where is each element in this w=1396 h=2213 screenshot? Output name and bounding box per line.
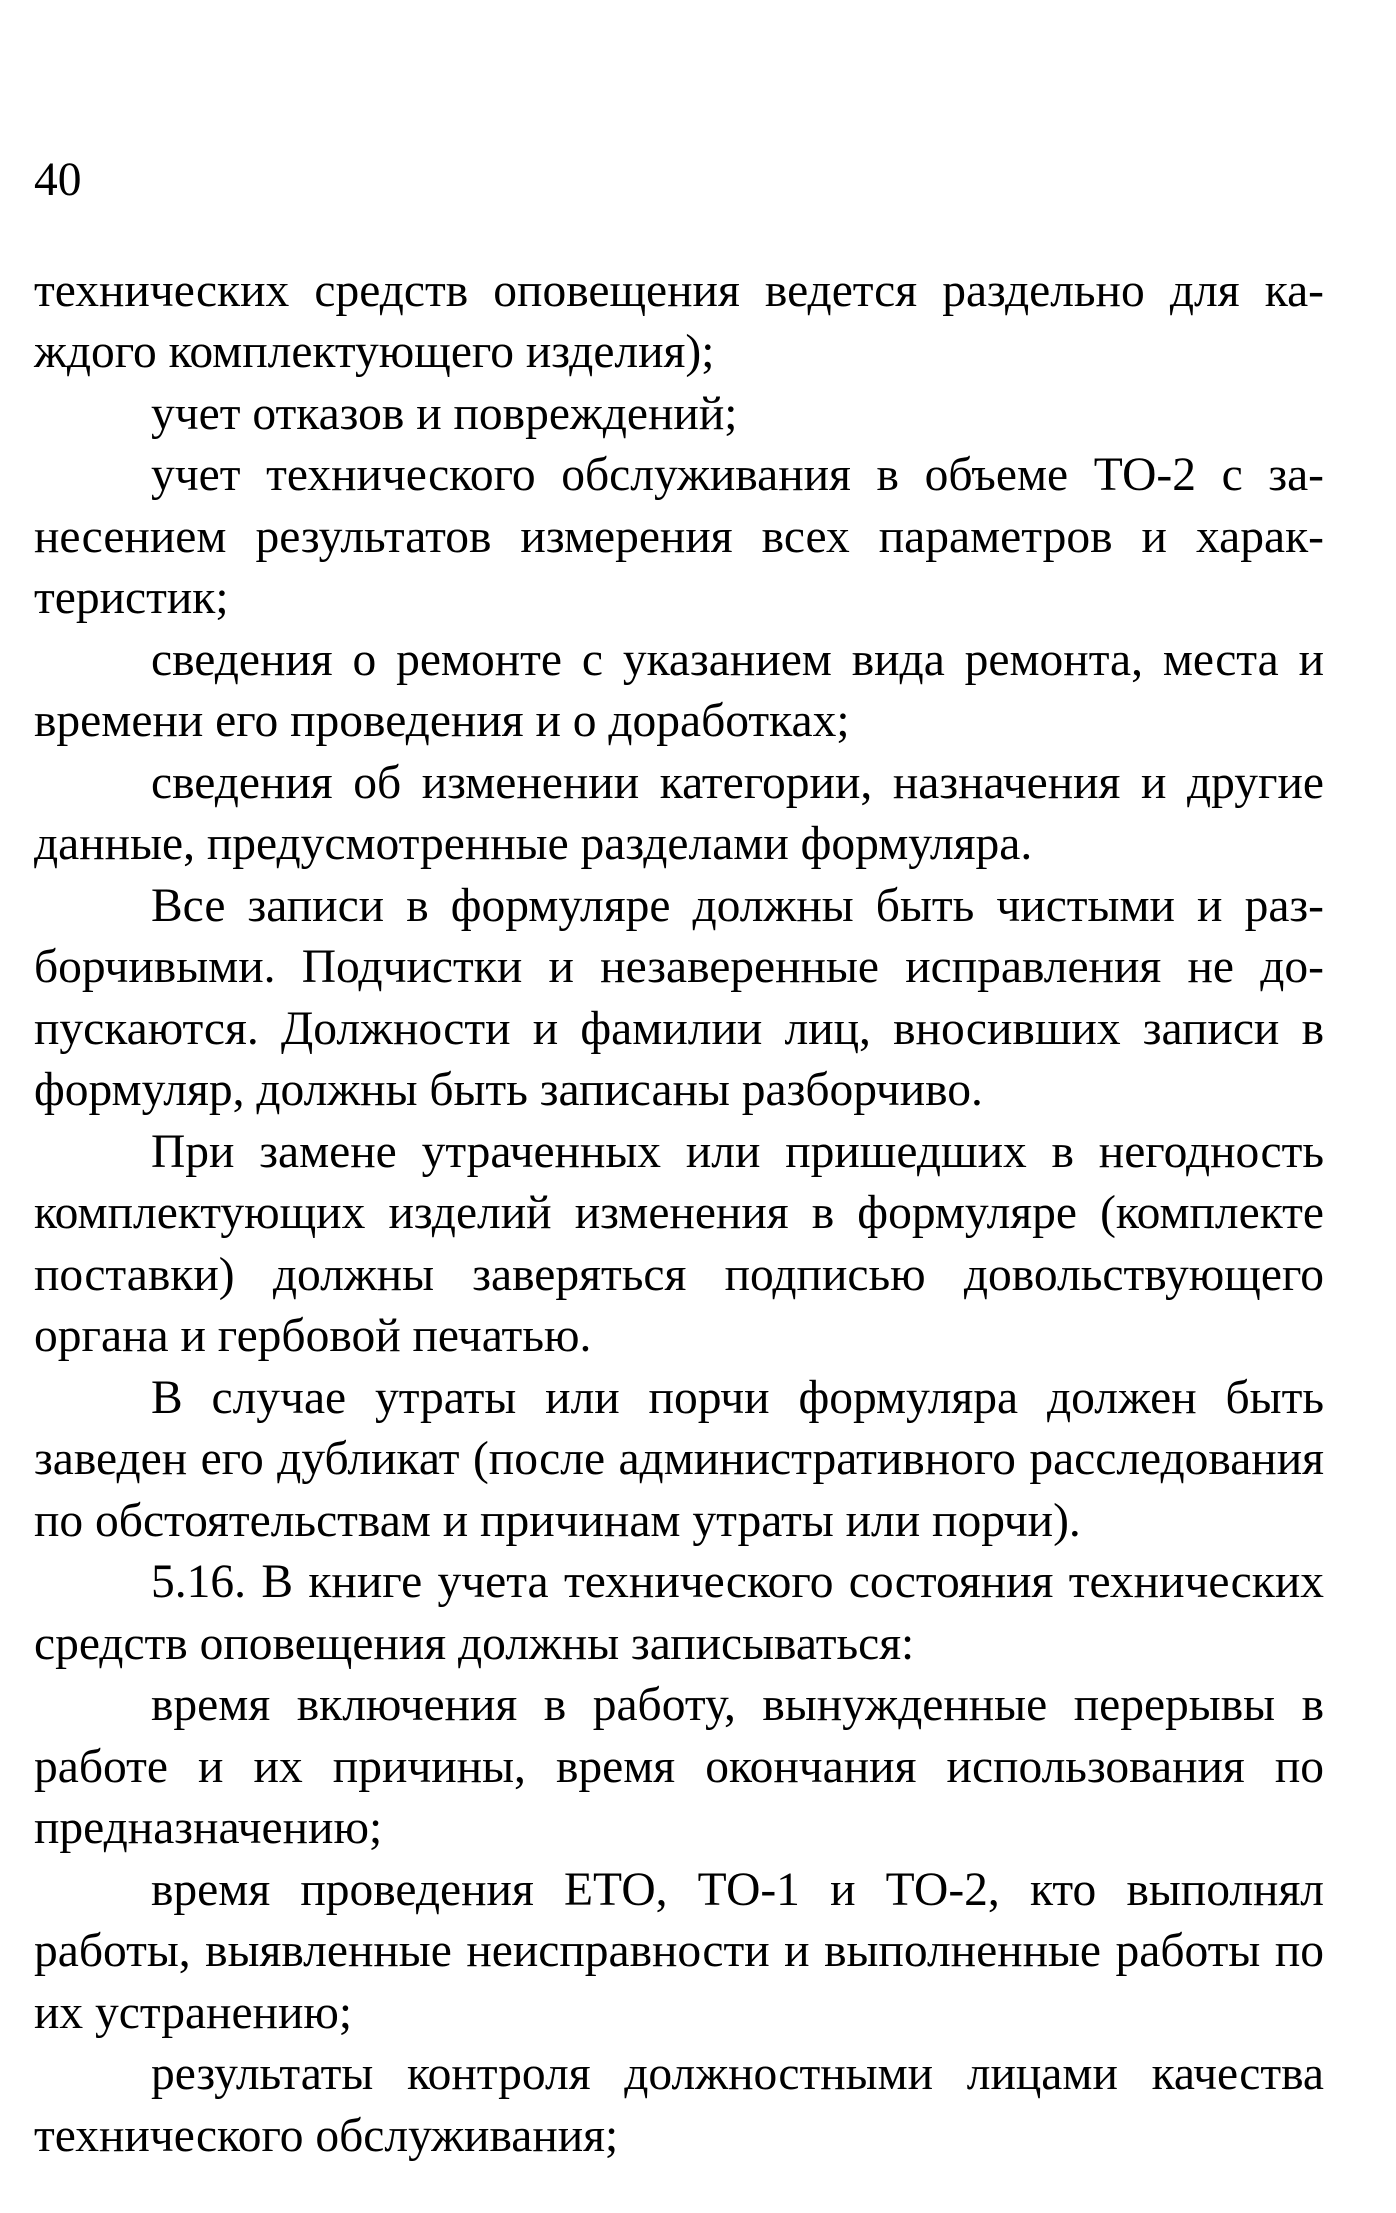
document-page — [34, 150, 1324, 2167]
paragraph-maintenance: учет технического обслуживания в объеме ТО-2 с занесением результатов измерения всех параметров и характеристик; — [34, 449, 1324, 624]
paragraph-records: Все записи в формуляре должны быть чистыми и разборчивыми. Подчистки и незаверенные исправления не допускаются. Должности и фамилии лиц, вносивших записи в формуляр, должны быть записаны разборчиво. — [34, 879, 1324, 1116]
paragraph-duplicate: В случае утраты или порчи формуляра должен быть заведен его дубликат (после административного расследования по обстоятельствам и причинам утраты или порчи). — [34, 1371, 1324, 1547]
paragraph-continuation: технических средств оповещения ведется раздельно для каждого комплектующего изделия); — [34, 264, 1324, 378]
paragraph-replacement: При замене утраченных или пришедших в негодность комплектующих изделий изменения в формуляре (комплекте поставки) должны заверяться подписью довольствующего органа и гербовой печатью. — [34, 1125, 1324, 1362]
paragraph-failures: учет отказов и повреждений; — [151, 387, 738, 440]
paragraph-operation-time: время включения в работу, вынужденные перерывы в работе и их причины, время окончания использования по предназначению; — [34, 1679, 1324, 1854]
paragraph-repair: сведения о ремонте с указанием вида ремонта, места и времени его проведения и о доработках; — [34, 633, 1324, 747]
paragraph-section-5-16: 5.16. В книге учета технического состояния технических средств оповещения должны записываться: — [34, 1556, 1324, 1670]
paragraph-category: сведения об изменении категории, назначения и другие данные, предусмотренные разделами формуляра. — [34, 756, 1324, 870]
paragraph-service-time: время проведения ЕТО, ТО-1 и ТО-2, кто выполнял работы, выявленные неисправности и выполненные работы по их устранению; — [34, 1863, 1324, 2039]
page-number: 40 — [34, 154, 82, 206]
paragraph-quality-control: результаты контроля должностными лицами качества технического обслуживания; — [34, 2048, 1324, 2162]
